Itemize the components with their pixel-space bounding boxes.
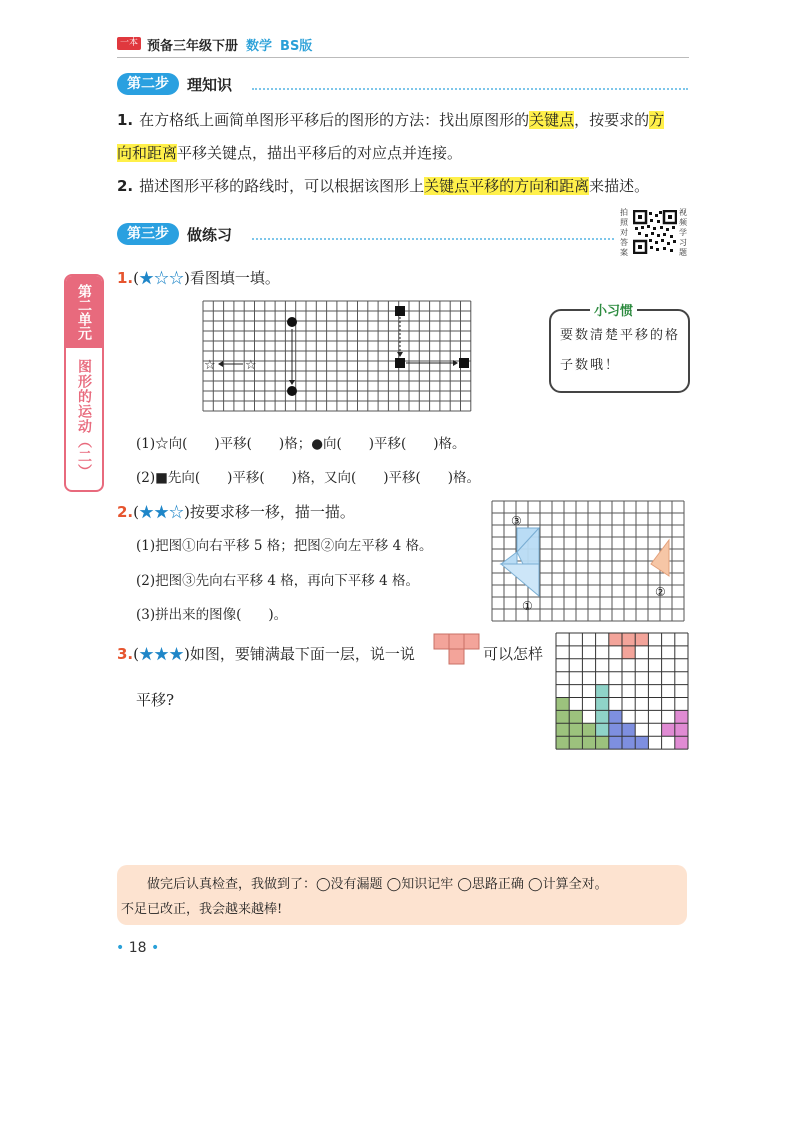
q3-tile	[582, 723, 595, 736]
q2-prompt: 按要求移一移，描一描。	[189, 503, 355, 521]
q3-tile	[622, 736, 635, 749]
page-dot-left: •	[116, 940, 125, 956]
q3-tile	[622, 633, 635, 646]
difficulty-stars-icon: ★☆☆	[139, 269, 185, 287]
q3-tile	[596, 736, 609, 749]
item2-text-a: 描述图形平移的路线时，可以根据该图形上	[139, 177, 425, 195]
difficulty-stars-icon: ★★☆	[139, 503, 185, 521]
q3-tile	[569, 723, 582, 736]
q2-instruction1: (1)把图①向右平移 5 格；把图②向左平移 4 格。	[136, 538, 433, 554]
step2-item2	[117, 170, 697, 203]
page-number	[116, 940, 159, 956]
q3-tile	[622, 723, 635, 736]
q3-tile	[609, 633, 622, 646]
step2-header	[117, 72, 232, 96]
q3-tile	[609, 710, 622, 723]
header-rule	[117, 57, 689, 58]
book-edition: BS版	[280, 39, 313, 54]
qr-code-block[interactable]	[620, 208, 688, 262]
qr-left-caption	[620, 208, 630, 258]
brand-logo: 一本	[117, 37, 141, 50]
qr-left-text: 拍照	[620, 208, 628, 227]
q2-grid-figure[interactable]	[491, 500, 687, 624]
q3-tile	[556, 723, 569, 736]
q1-heading	[117, 262, 280, 295]
habit-tip-title: 小习惯	[590, 300, 637, 319]
q2-heading	[117, 496, 355, 529]
q3-tile	[675, 736, 688, 749]
self-check-line1[interactable]: 做完后认真检查，我做到了：◯没有漏题 ◯知识记牢 ◯思路正确 ◯计算全对。	[147, 877, 608, 892]
q1-dot-bottom-icon	[287, 386, 297, 396]
q1-stars: (★☆☆)	[133, 269, 190, 287]
q2-shape1-lower	[501, 564, 539, 596]
q3-tile	[635, 736, 648, 749]
q1-square-end-icon	[459, 358, 469, 368]
q3-tile	[596, 685, 609, 698]
q1-blank-line1[interactable]: (1)☆向( )平移( )格；●向( )平移( )格。	[136, 436, 466, 452]
q1-grid-figure	[202, 300, 472, 412]
step3-tag: 第三步	[117, 223, 179, 245]
item2-text-b: 来描述。	[589, 177, 650, 195]
q1-square-start-icon	[395, 306, 405, 316]
item2-number: 2.	[117, 177, 134, 195]
q1-prompt: 看图填一填。	[189, 269, 280, 287]
q2-label3: ③	[511, 514, 522, 528]
q1-square-mid-icon	[395, 358, 405, 368]
q2-instruction2: (2)把图③先向右平移 4 格，再向下平移 4 格。	[136, 573, 419, 589]
q1-number: 1.	[117, 269, 134, 287]
step3-dotted-rule	[252, 238, 614, 240]
step2-dotted-rule	[252, 88, 688, 90]
q3-tile	[596, 710, 609, 723]
q1-dot-arrowhead-icon	[289, 380, 295, 385]
q3-tile	[635, 633, 648, 646]
q2-label1: ①	[522, 599, 533, 613]
step3-title: 做练习	[187, 225, 233, 244]
q3-tile	[569, 710, 582, 723]
q3-tile	[675, 723, 688, 736]
self-check-text	[121, 872, 685, 922]
q1-grid-lines	[203, 301, 471, 411]
q3-grid-figure[interactable]	[555, 632, 689, 750]
q3-prompt-c: 平移?	[136, 691, 175, 709]
q2-stars: (★★☆)	[133, 503, 190, 521]
item1-number: 1.	[117, 111, 134, 129]
q3-tile	[662, 723, 675, 736]
q3-tile	[609, 723, 622, 736]
q3-t-tile-icon	[433, 633, 481, 669]
q3-tile	[596, 698, 609, 711]
q3-prompt-b: 可以怎样	[483, 645, 544, 663]
q1-dot-top-icon	[287, 317, 297, 327]
qr-code-icon	[633, 210, 677, 254]
step2-tag: 第二步	[117, 73, 179, 95]
q3-tile	[675, 710, 688, 723]
q1-blank-line2[interactable]: (2)■先向( )平移( )格，又向( )平移( )格。	[136, 470, 481, 486]
item1-text-b: ，按要求的	[574, 111, 650, 129]
step2-item1	[117, 104, 692, 170]
q3-heading	[117, 638, 415, 671]
self-check-line2: 不足已改正，我会越来越棒!	[121, 902, 283, 917]
page-number-value: 18	[128, 940, 147, 956]
item1-highlight-direction-a: 方	[649, 111, 665, 129]
book-title	[147, 35, 312, 54]
difficulty-stars-icon: ★★★	[139, 645, 185, 663]
item2-highlight: 关键点平移的方向和距离	[424, 177, 590, 195]
page-dot-right: •	[151, 940, 160, 956]
q2-shape1-tip	[501, 552, 517, 564]
q3-tile	[556, 698, 569, 711]
q3-tile	[569, 736, 582, 749]
q1-star-right-icon: ☆	[245, 358, 257, 373]
qr-right-caption: 视频学习题	[679, 208, 687, 257]
unit-label: 第二单元	[66, 276, 102, 348]
q3-number: 3.	[117, 645, 134, 663]
q3-prompt-a: 如图，要铺满最下面一层，说一说	[189, 645, 415, 663]
q2-label2: ②	[655, 585, 666, 599]
habit-tip-text: 要数清楚平移的格子数哦！	[560, 328, 681, 373]
item1-highlight-direction-b: 向和距离	[117, 144, 178, 162]
q2-answer-blank[interactable]: (3)拼出来的图像( )。	[136, 607, 288, 623]
q1-star-left-icon: ☆	[204, 358, 216, 373]
q3-tile	[596, 723, 609, 736]
book-grade: 预备三年级下册	[147, 39, 239, 54]
q2-number: 2.	[117, 503, 134, 521]
q1-star-arrowhead-icon	[218, 361, 223, 367]
q1-square-arrowhead-down-icon	[397, 352, 403, 357]
q3-tile	[556, 736, 569, 749]
q3-tile	[556, 710, 569, 723]
q3-tile	[622, 646, 635, 659]
book-subject: 数学	[246, 39, 273, 54]
q3-stars: (★★★)	[133, 645, 190, 663]
q3-tile	[582, 736, 595, 749]
q3-tile	[609, 736, 622, 749]
item1-text-a: 在方格纸上画简单图形平移后的图形的方法：找出原图形的	[139, 111, 530, 129]
step3-header	[117, 222, 232, 246]
item1-highlight-keypoint: 关键点	[529, 111, 575, 129]
qr-left-text2: 对答案	[620, 228, 628, 257]
unit-topic: 图形的运动（二）	[76, 359, 92, 479]
step2-title: 理知识	[187, 75, 233, 94]
item1-text-c: 平移关键点，描出平移后的对应点并连接。	[177, 144, 463, 162]
